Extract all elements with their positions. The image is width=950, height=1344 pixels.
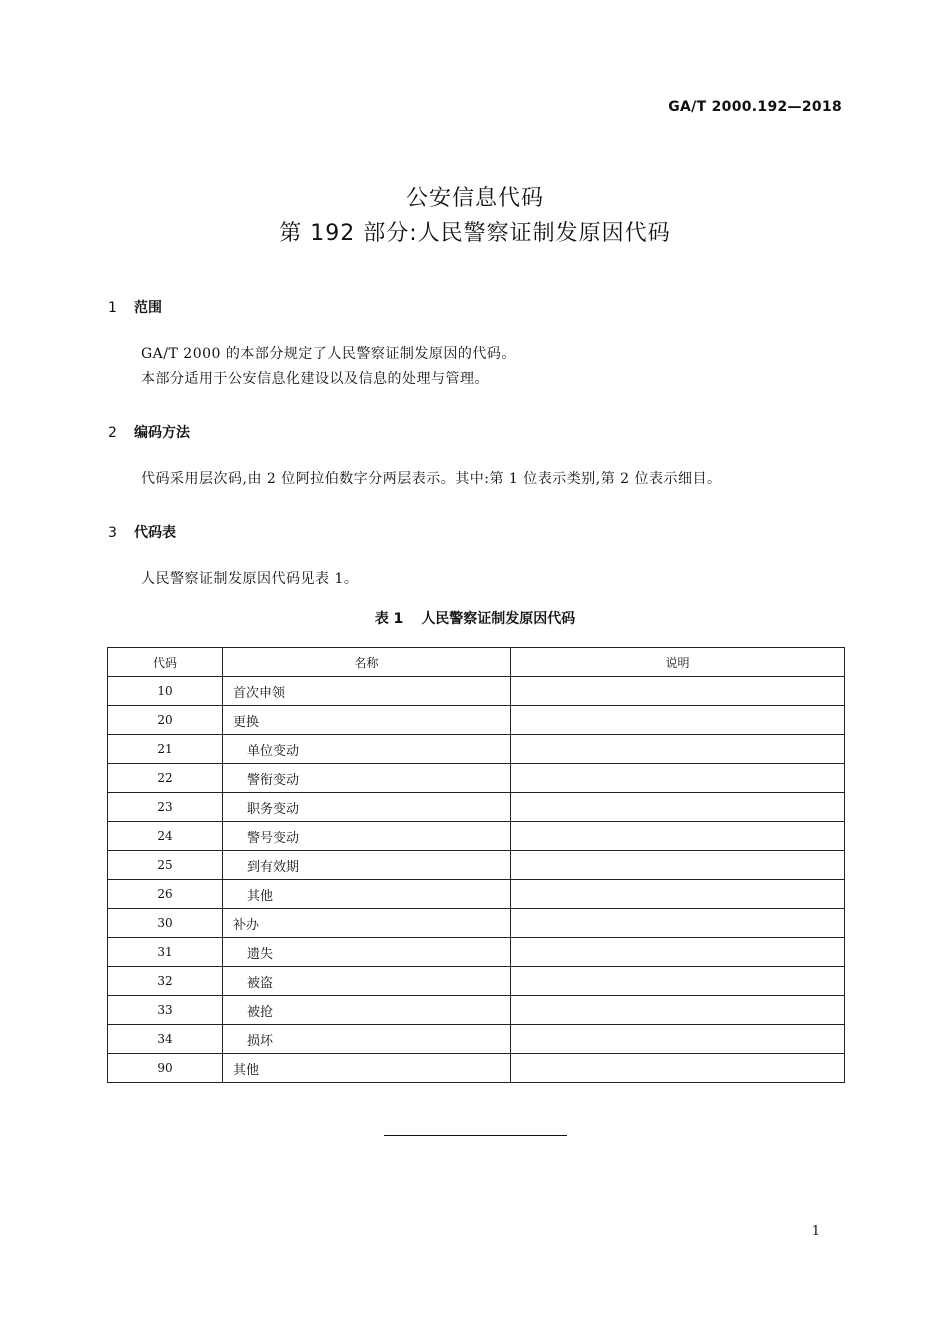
- code-cell: 26: [108, 880, 223, 909]
- section-title: 范围: [134, 300, 162, 316]
- paragraph: 代码采用层次码,由 2 位阿拉伯数字分两层表示。其中:第 1 位表示类别,第 2 位表示细目。: [141, 471, 722, 487]
- note-cell: [511, 764, 845, 793]
- section-heading-code-table: [108, 522, 176, 542]
- paragraph: 人民警察证制发原因代码见表 1。: [141, 571, 359, 587]
- column-header-name: 名称: [223, 648, 511, 677]
- name-cell: 警号变动: [223, 822, 511, 851]
- code-cell: 22: [108, 764, 223, 793]
- section-title: 代码表: [134, 525, 176, 541]
- section-body-code-table: [141, 567, 358, 592]
- code-cell: 90: [108, 1054, 223, 1083]
- table-row: [108, 851, 845, 880]
- paragraph: GA/T 2000 的本部分规定了人民警察证制发原因的代码。: [141, 346, 516, 362]
- section-body-scope: [141, 342, 516, 392]
- document-title: 公安信息代码: [405, 186, 544, 211]
- name-cell: 损坏: [223, 1025, 511, 1054]
- code-cell: 33: [108, 996, 223, 1025]
- table-row: [108, 735, 845, 764]
- note-cell: [511, 793, 845, 822]
- table-row: [108, 996, 845, 1025]
- document-subtitle: 第 192 部分:人民警察证制发原因代码: [279, 221, 671, 246]
- code-cell: 24: [108, 822, 223, 851]
- table-row: [108, 706, 845, 735]
- name-cell: 到有效期: [223, 851, 511, 880]
- paragraph: 本部分适用于公安信息化建设以及信息的处理与管理。: [141, 371, 489, 387]
- note-cell: [511, 677, 845, 706]
- code-cell: 23: [108, 793, 223, 822]
- name-cell: 职务变动: [223, 793, 511, 822]
- section-body-coding-method: [141, 467, 722, 492]
- name-cell: 警衔变动: [223, 764, 511, 793]
- code-cell: 34: [108, 1025, 223, 1054]
- name-cell: 补办: [223, 909, 511, 938]
- section-number: 1: [108, 300, 117, 316]
- section-heading-scope: [108, 297, 162, 317]
- section-number: 3: [108, 525, 117, 541]
- table-header-row: [108, 648, 845, 677]
- code-cell: 10: [108, 677, 223, 706]
- note-cell: [511, 851, 845, 880]
- note-cell: [511, 1025, 845, 1054]
- table-row: [108, 1054, 845, 1083]
- note-cell: [511, 909, 845, 938]
- table-row: [108, 967, 845, 996]
- page-number: 1: [811, 1224, 820, 1239]
- table-row: [108, 822, 845, 851]
- name-cell: 首次申领: [223, 677, 511, 706]
- code-cell: 20: [108, 706, 223, 735]
- note-cell: [511, 996, 845, 1025]
- table-title: 人民警察证制发原因代码: [421, 611, 576, 627]
- note-cell: [511, 967, 845, 996]
- end-rule: [384, 1135, 567, 1136]
- note-cell: [511, 822, 845, 851]
- column-header-code: 代码: [108, 648, 223, 677]
- name-cell: 其他: [223, 880, 511, 909]
- name-cell: 单位变动: [223, 735, 511, 764]
- table-row: [108, 880, 845, 909]
- section-title: 编码方法: [134, 425, 190, 441]
- code-cell: 25: [108, 851, 223, 880]
- code-cell: 32: [108, 967, 223, 996]
- name-cell: 被盗: [223, 967, 511, 996]
- column-header-note: 说明: [511, 648, 845, 677]
- table-row: [108, 764, 845, 793]
- section-heading-coding-method: [108, 422, 190, 442]
- code-cell: 31: [108, 938, 223, 967]
- code-table: [107, 647, 845, 1083]
- table-row: [108, 677, 845, 706]
- name-cell: 遗失: [223, 938, 511, 967]
- note-cell: [511, 880, 845, 909]
- table-row: [108, 1025, 845, 1054]
- table-row: [108, 793, 845, 822]
- code-cell: 30: [108, 909, 223, 938]
- name-cell: 其他: [223, 1054, 511, 1083]
- table-caption: [0, 608, 950, 628]
- code-cell: 21: [108, 735, 223, 764]
- note-cell: [511, 706, 845, 735]
- table-row: [108, 938, 845, 967]
- section-number: 2: [108, 425, 117, 441]
- note-cell: [511, 938, 845, 967]
- table-row: [108, 909, 845, 938]
- standard-number: GA/T 2000.192—2018: [668, 99, 842, 115]
- note-cell: [511, 735, 845, 764]
- table-number: 表 1: [374, 611, 404, 627]
- name-cell: 被抢: [223, 996, 511, 1025]
- name-cell: 更换: [223, 706, 511, 735]
- note-cell: [511, 1054, 845, 1083]
